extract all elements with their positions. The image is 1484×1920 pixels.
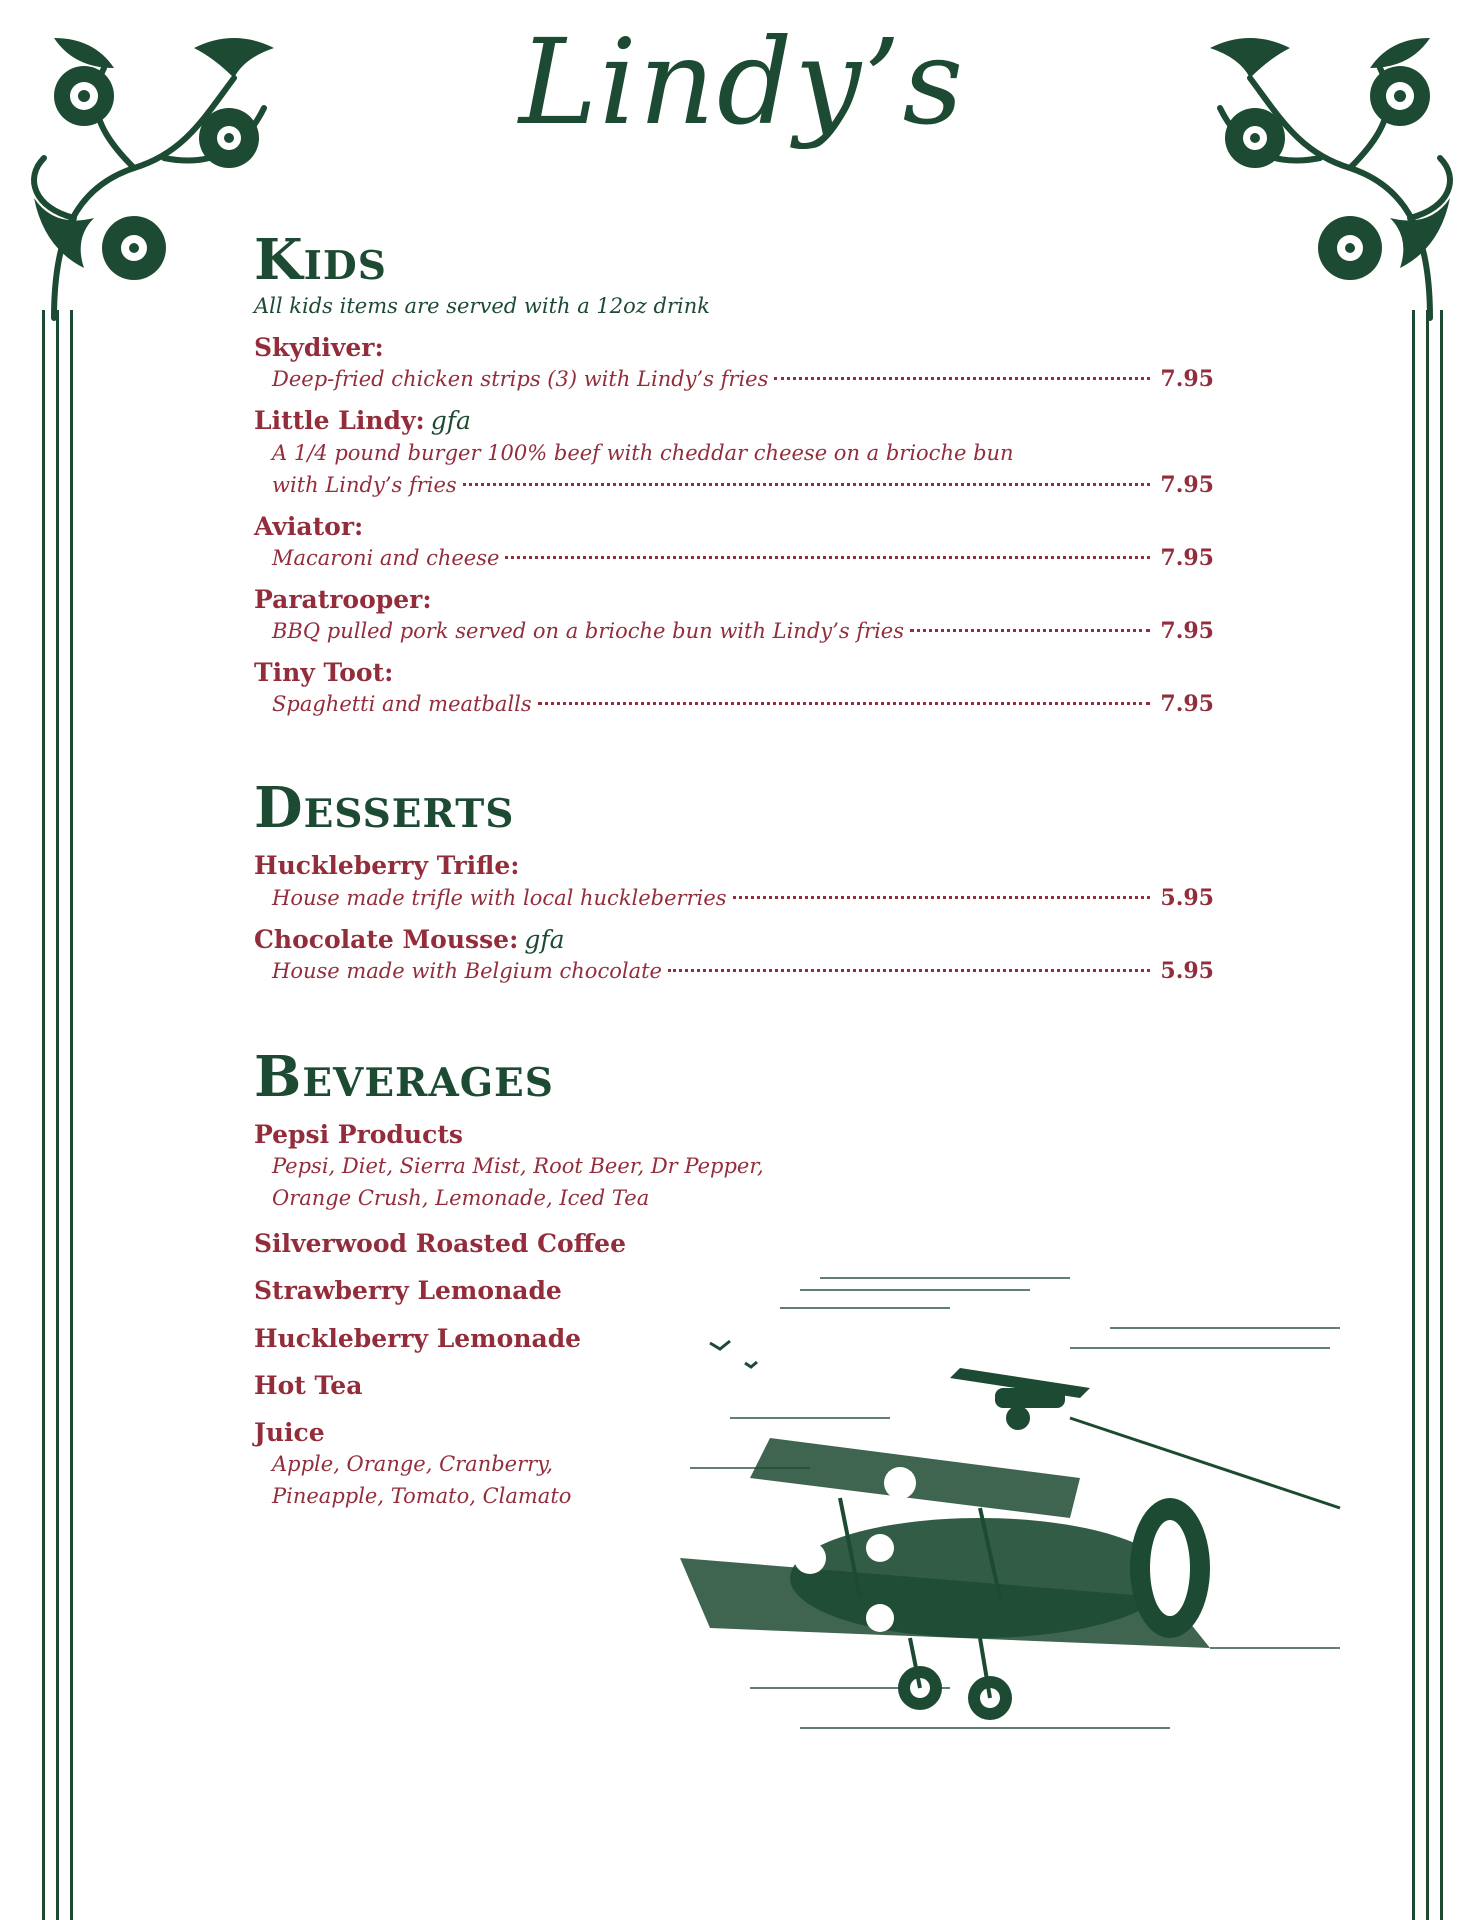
item-price: 5.95 — [1160, 884, 1214, 911]
left-border-line — [56, 310, 59, 1920]
menu-item — [254, 584, 1214, 647]
item-name — [254, 405, 1214, 436]
dot-leader — [463, 483, 1150, 486]
section-title-kids: Kids — [254, 227, 387, 293]
biplane-illustration — [650, 1268, 1350, 1748]
beverage-description: Orange Crush, Lemonade, Iced Tea — [272, 1186, 650, 1210]
item-description — [254, 363, 1214, 395]
beverage-name: Silverwood Roasted Coffee — [254, 1229, 626, 1258]
item-description-text: with Lindy’s fries — [272, 472, 457, 497]
dot-leader — [910, 629, 1150, 632]
dot-leader — [505, 556, 1150, 559]
item-description — [254, 469, 1214, 501]
item-description — [254, 542, 1214, 574]
section-title-desserts: Desserts — [254, 775, 515, 842]
gluten-free-badge: gfa — [430, 406, 471, 436]
desserts-section — [254, 775, 1214, 987]
menu-item — [254, 657, 1214, 720]
item-price: 7.95 — [1160, 544, 1214, 571]
item-name-text: Aviator: — [254, 511, 364, 541]
left-border-line — [42, 310, 45, 1920]
item-price: 5.95 — [1160, 957, 1214, 984]
gluten-free-badge: gfa — [524, 924, 565, 954]
item-price: 7.95 — [1160, 471, 1214, 498]
beverage-name: Pepsi Products — [254, 1119, 463, 1149]
item-name-text: Chocolate Mousse: — [254, 924, 519, 954]
item-name — [254, 924, 1214, 955]
right-border-line — [1440, 310, 1443, 1920]
item-name-text: Little Lindy: — [254, 406, 425, 436]
beverage-name: Huckleberry Lemonade — [254, 1323, 582, 1353]
item-name-text: Paratrooper: — [254, 584, 432, 614]
item-description-text: House made trifle with local huckleberries — [272, 885, 727, 910]
right-border-line — [1412, 310, 1415, 1920]
item-description — [254, 882, 1214, 914]
beverage-name: Strawberry Lemonade — [254, 1276, 562, 1306]
item-name-text: Skydiver: — [254, 333, 384, 362]
item-description-text: Spaghetti and meatballs — [272, 692, 532, 717]
dot-leader — [538, 702, 1150, 705]
beverage-name: Hot Tea — [254, 1370, 363, 1400]
item-description — [254, 955, 1214, 987]
section-title-beverages: Beverages — [254, 1043, 554, 1110]
item-description-text: House made with Belgium chocolate — [272, 958, 662, 983]
item-name — [254, 584, 1214, 615]
item-price: 7.95 — [1160, 691, 1214, 718]
dot-leader — [774, 377, 1150, 380]
item-name — [254, 657, 1214, 688]
menu-item — [254, 850, 1214, 913]
beverage-description: Apple, Orange, Cranberry, — [272, 1452, 553, 1477]
right-border-line — [1426, 310, 1429, 1920]
restaurant-logo-title: Lindy’s — [518, 13, 966, 151]
item-name — [254, 511, 1214, 542]
item-name — [254, 850, 1214, 881]
beverage-description: Pineapple, Tomato, Clamato — [272, 1484, 572, 1509]
item-description-text: BBQ pulled pork served on a brioche bun with Lindy’s fries — [272, 619, 904, 643]
kids-section — [254, 227, 1214, 720]
beverage-item — [254, 1119, 1214, 1214]
kids-note: All kids items are served with a 12oz drink — [254, 294, 710, 318]
dot-leader — [668, 969, 1150, 972]
dot-leader — [733, 896, 1150, 899]
menu-item — [254, 511, 1214, 574]
menu-item — [254, 332, 1214, 395]
beverage-description: Pepsi, Diet, Sierra Mist, Root Beer, Dr Pepper, — [272, 1154, 764, 1178]
menu-item — [254, 924, 1214, 987]
item-price: 7.95 — [1160, 618, 1214, 644]
item-price: 7.95 — [1160, 366, 1214, 393]
beverage-name: Juice — [254, 1418, 325, 1447]
item-name-text: Huckleberry Trifle: — [254, 851, 520, 881]
item-description — [254, 688, 1214, 720]
item-description-text: Macaroni and cheese — [272, 545, 500, 570]
item-name — [254, 332, 1214, 363]
item-description-text: A 1/4 pound burger 100% beef with cheddar cheese on a brioche bun — [272, 440, 1014, 465]
left-border-line — [70, 310, 73, 1920]
item-description — [254, 615, 1214, 647]
item-name-text: Tiny Toot: — [254, 658, 394, 687]
item-description-text: Deep-fried chicken strips (3) with Lindy’s fries — [272, 367, 769, 392]
menu-item — [254, 405, 1214, 500]
